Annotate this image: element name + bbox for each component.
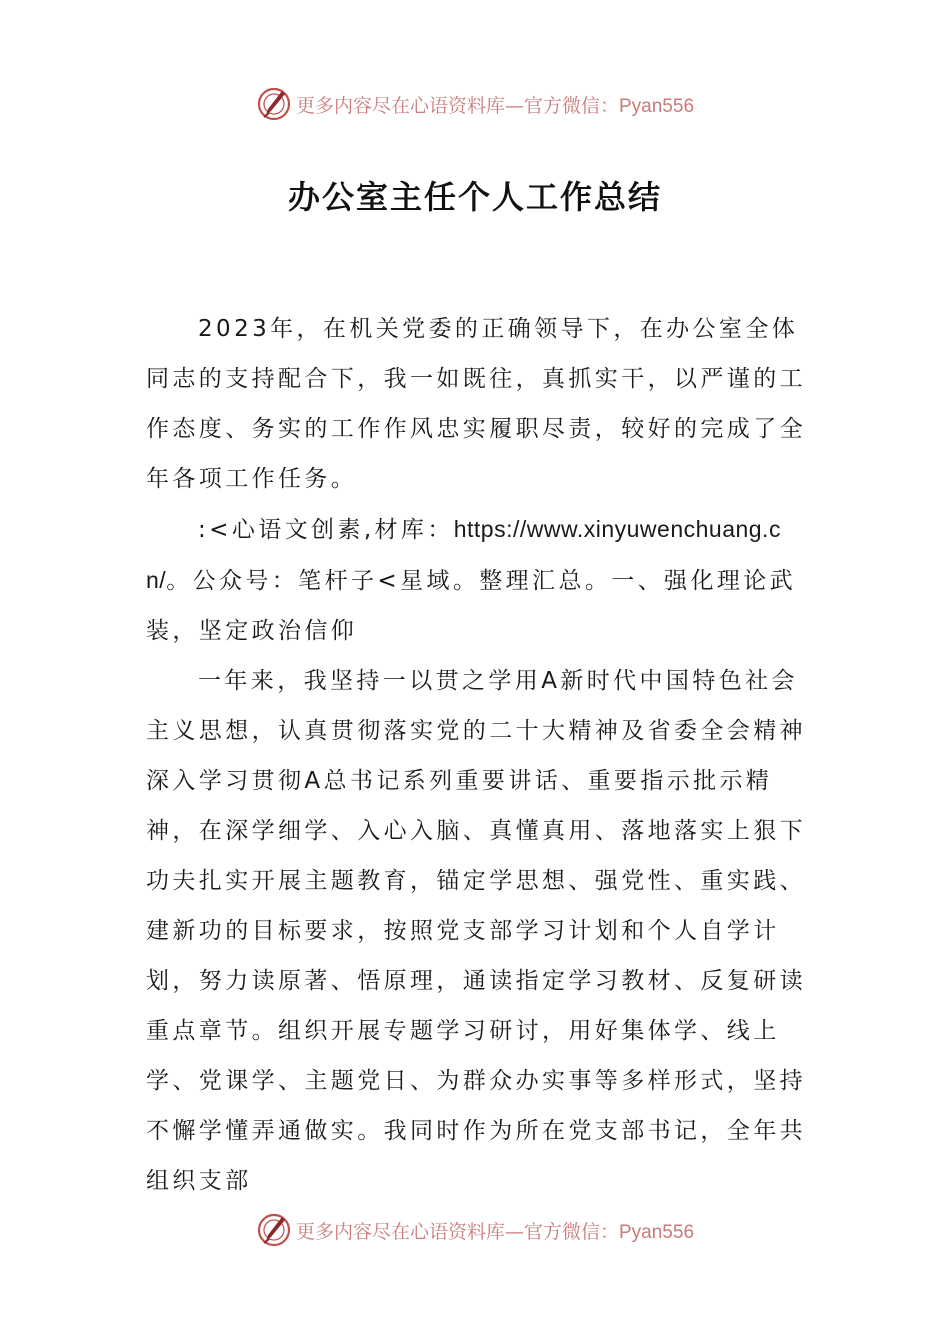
quill-seal-icon — [256, 86, 292, 122]
paragraph-source — [146, 504, 806, 656]
header-watermark — [0, 82, 950, 126]
source-suffix: 。公众号：笔杆子<星域。整理汇总。一、强化理论武装，坚定政治信仰 — [146, 568, 797, 644]
document-title: 办公室主任个人工作总结 — [287, 178, 662, 216]
watermark-text: 更多内容尽在心语资料库—官方微信： — [295, 94, 619, 117]
wechat-id: Pyan556 — [619, 95, 695, 117]
watermark-text: 更多内容尽在心语资料库—官方微信： — [295, 1220, 619, 1243]
document-body — [146, 304, 806, 1206]
wechat-id: Pyan556 — [619, 1221, 695, 1243]
paragraph-intro: 2023年，在机关党委的正确领导下，在办公室全体同志的支持配合下，我一如既往，真抓实干，以严谨的工作态度、务实的工作作风忠实履职尽责，较好的完成了全年各项工作任务。 — [146, 316, 806, 492]
source-url: https://www.xinyuwenchuang.cn/ — [146, 516, 781, 593]
quill-seal-icon — [256, 1212, 292, 1248]
paragraph-theory: 一年来，我坚持一以贯之学用A新时代中国特色社会主义思想，认真贯彻落实党的二十大精神及省委全会精神深入学习贯彻A总书记系列重要讲话、重要指示批示精神，在深学细学、入心入脑、真懂真用、落地落实上狠下功夫扎实开展主题教育，锚定学思想、强党性、重实践、建新功的目标要求，按照党支部学习计划和个人自学计划，努力读原著、悟原理，通读指定学习教材、反复研读重点章节。组织开展专题学习研讨，用好集体学、线上学、党课学、主题党日、为群众办实事等多样形式，坚持不懈学懂弄通做实。我同时作为所在党支部书记，全年共组织支部 — [146, 668, 806, 1194]
footer-watermark — [0, 1208, 950, 1252]
source-prefix: :<心语文创素,材库： — [198, 517, 454, 543]
